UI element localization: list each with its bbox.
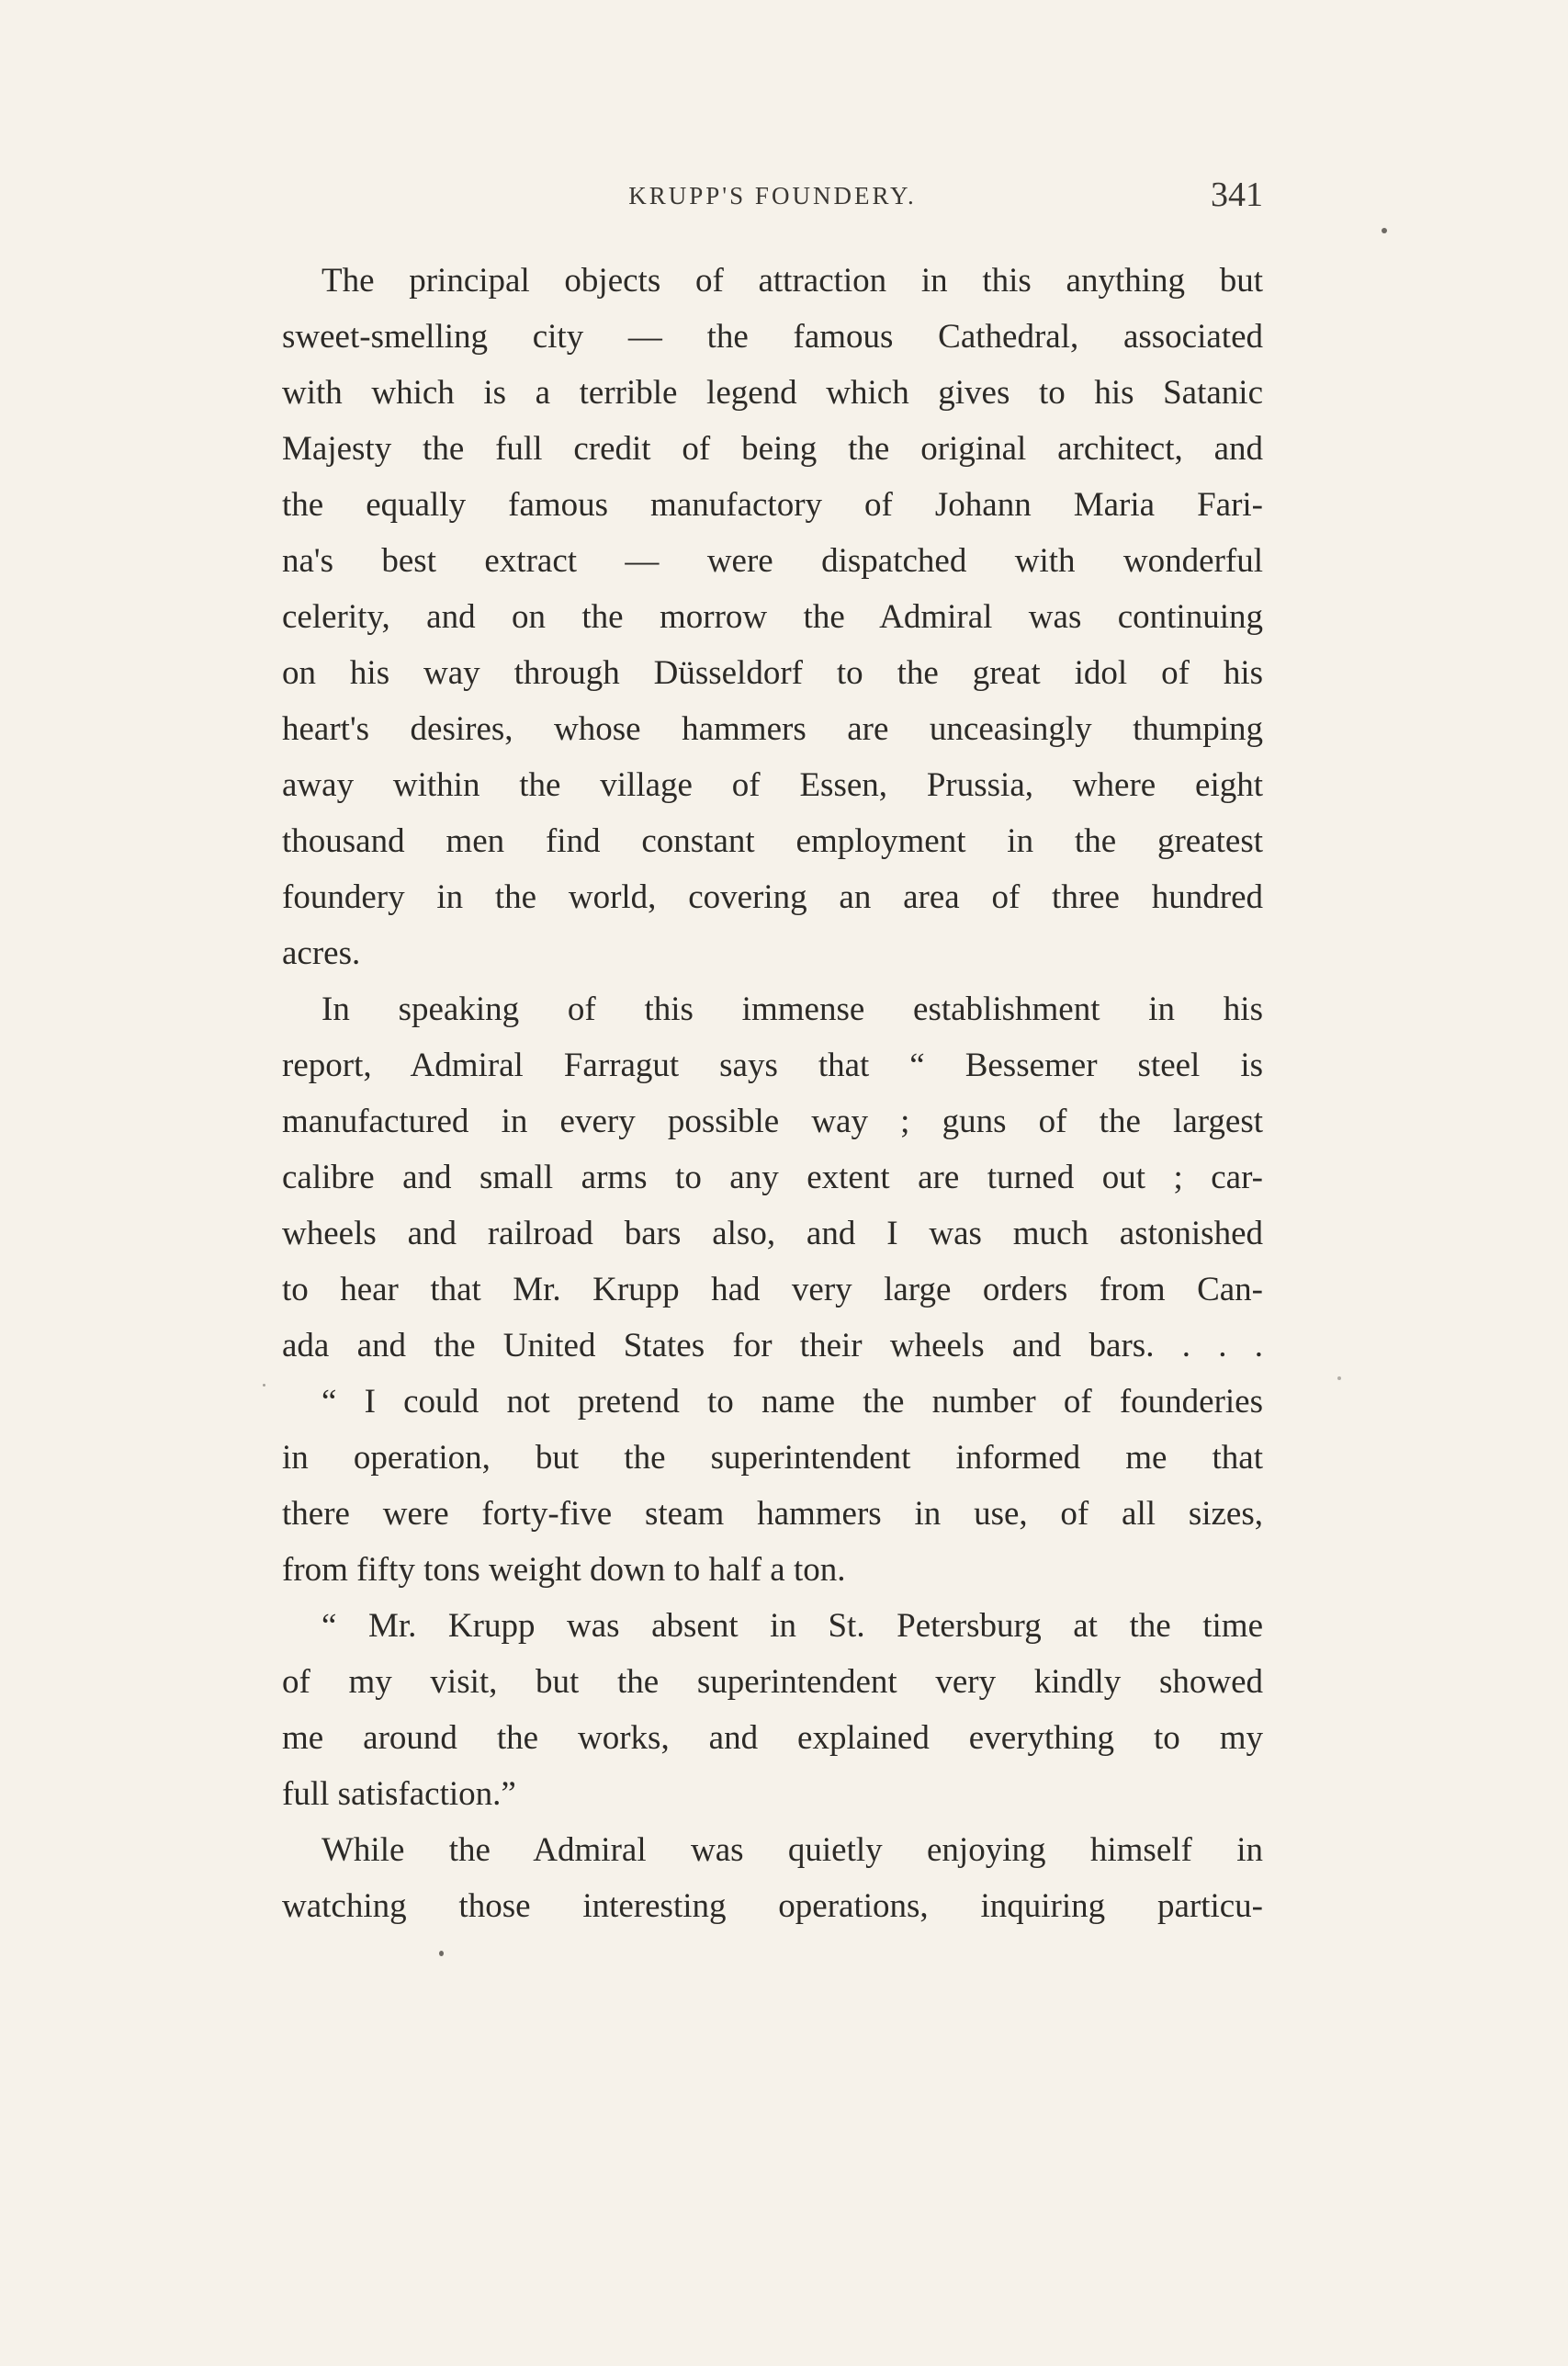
text-line: celerity, and on the morrow the Admiral was continuing <box>282 598 1263 636</box>
text-line: na's best extract — were dispatched with wonderful <box>282 542 1263 580</box>
text-line: sweet-smelling city — the famous Cathedral, associated <box>282 318 1263 356</box>
body-text <box>282 253 1263 1934</box>
paper-speck <box>263 1384 265 1387</box>
running-head <box>282 175 1263 221</box>
text-line: manufactured in every possible way ; guns of the largest <box>282 1103 1263 1140</box>
paper-speck <box>1382 228 1387 233</box>
text-line: report, Admiral Farragut says that “ Bessemer steel is <box>282 1047 1263 1084</box>
text-line: calibre and small arms to any extent are turned out ; car- <box>282 1159 1263 1196</box>
text-line: on his way through Düsseldorf to the great idol of his <box>282 654 1263 692</box>
text-line: with which is a terrible legend which gives to his Satanic <box>282 374 1263 412</box>
text-line: heart's desires, whose hammers are unceasingly thumping <box>282 710 1263 748</box>
paper-speck <box>1337 1376 1341 1380</box>
text-line: wheels and railroad bars also, and I was much astonished <box>282 1215 1263 1252</box>
text-line: ada and the United States for their wheels and bars. . . . <box>282 1327 1263 1364</box>
text-line: In speaking of this immense establishment in his <box>321 991 1263 1028</box>
text-line: from fifty tons weight down to half a ton. <box>282 1551 846 1589</box>
page-number: 341 <box>1211 175 1263 214</box>
text-line: me around the works, and explained everything to my <box>282 1719 1263 1757</box>
text-line: away within the village of Essen, Prussia, where eight <box>282 766 1263 804</box>
text-line: the equally famous manufactory of Johann Maria Fari- <box>282 486 1263 524</box>
text-line: acres. <box>282 934 361 972</box>
paper-speck <box>439 1951 444 1956</box>
text-line: The principal objects of attraction in this anything but <box>321 262 1263 300</box>
text-line: “ I could not pretend to name the number of founderies <box>321 1383 1263 1421</box>
text-line: While the Admiral was quietly enjoying himself in <box>321 1831 1263 1869</box>
text-line: to hear that Mr. Krupp had very large orders from Can- <box>282 1271 1263 1308</box>
text-line: Majesty the full credit of being the original architect, and <box>282 430 1263 468</box>
text-line: in operation, but the superintendent informed me that <box>282 1439 1263 1477</box>
text-line: full satisfaction.” <box>282 1775 516 1813</box>
text-line: “ Mr. Krupp was absent in St. Petersburg at the time <box>321 1607 1263 1645</box>
running-head-title: KRUPP'S FOUNDERY. <box>628 182 917 209</box>
text-line: foundery in the world, covering an area of three hundred <box>282 878 1263 916</box>
text-line: thousand men find constant employment in the greatest <box>282 822 1263 860</box>
text-line: watching those interesting operations, inquiring particu- <box>282 1887 1263 1925</box>
text-line: of my visit, but the superintendent very kindly showed <box>282 1663 1263 1701</box>
text-line: there were forty-five steam hammers in use, of all sizes, <box>282 1495 1263 1533</box>
